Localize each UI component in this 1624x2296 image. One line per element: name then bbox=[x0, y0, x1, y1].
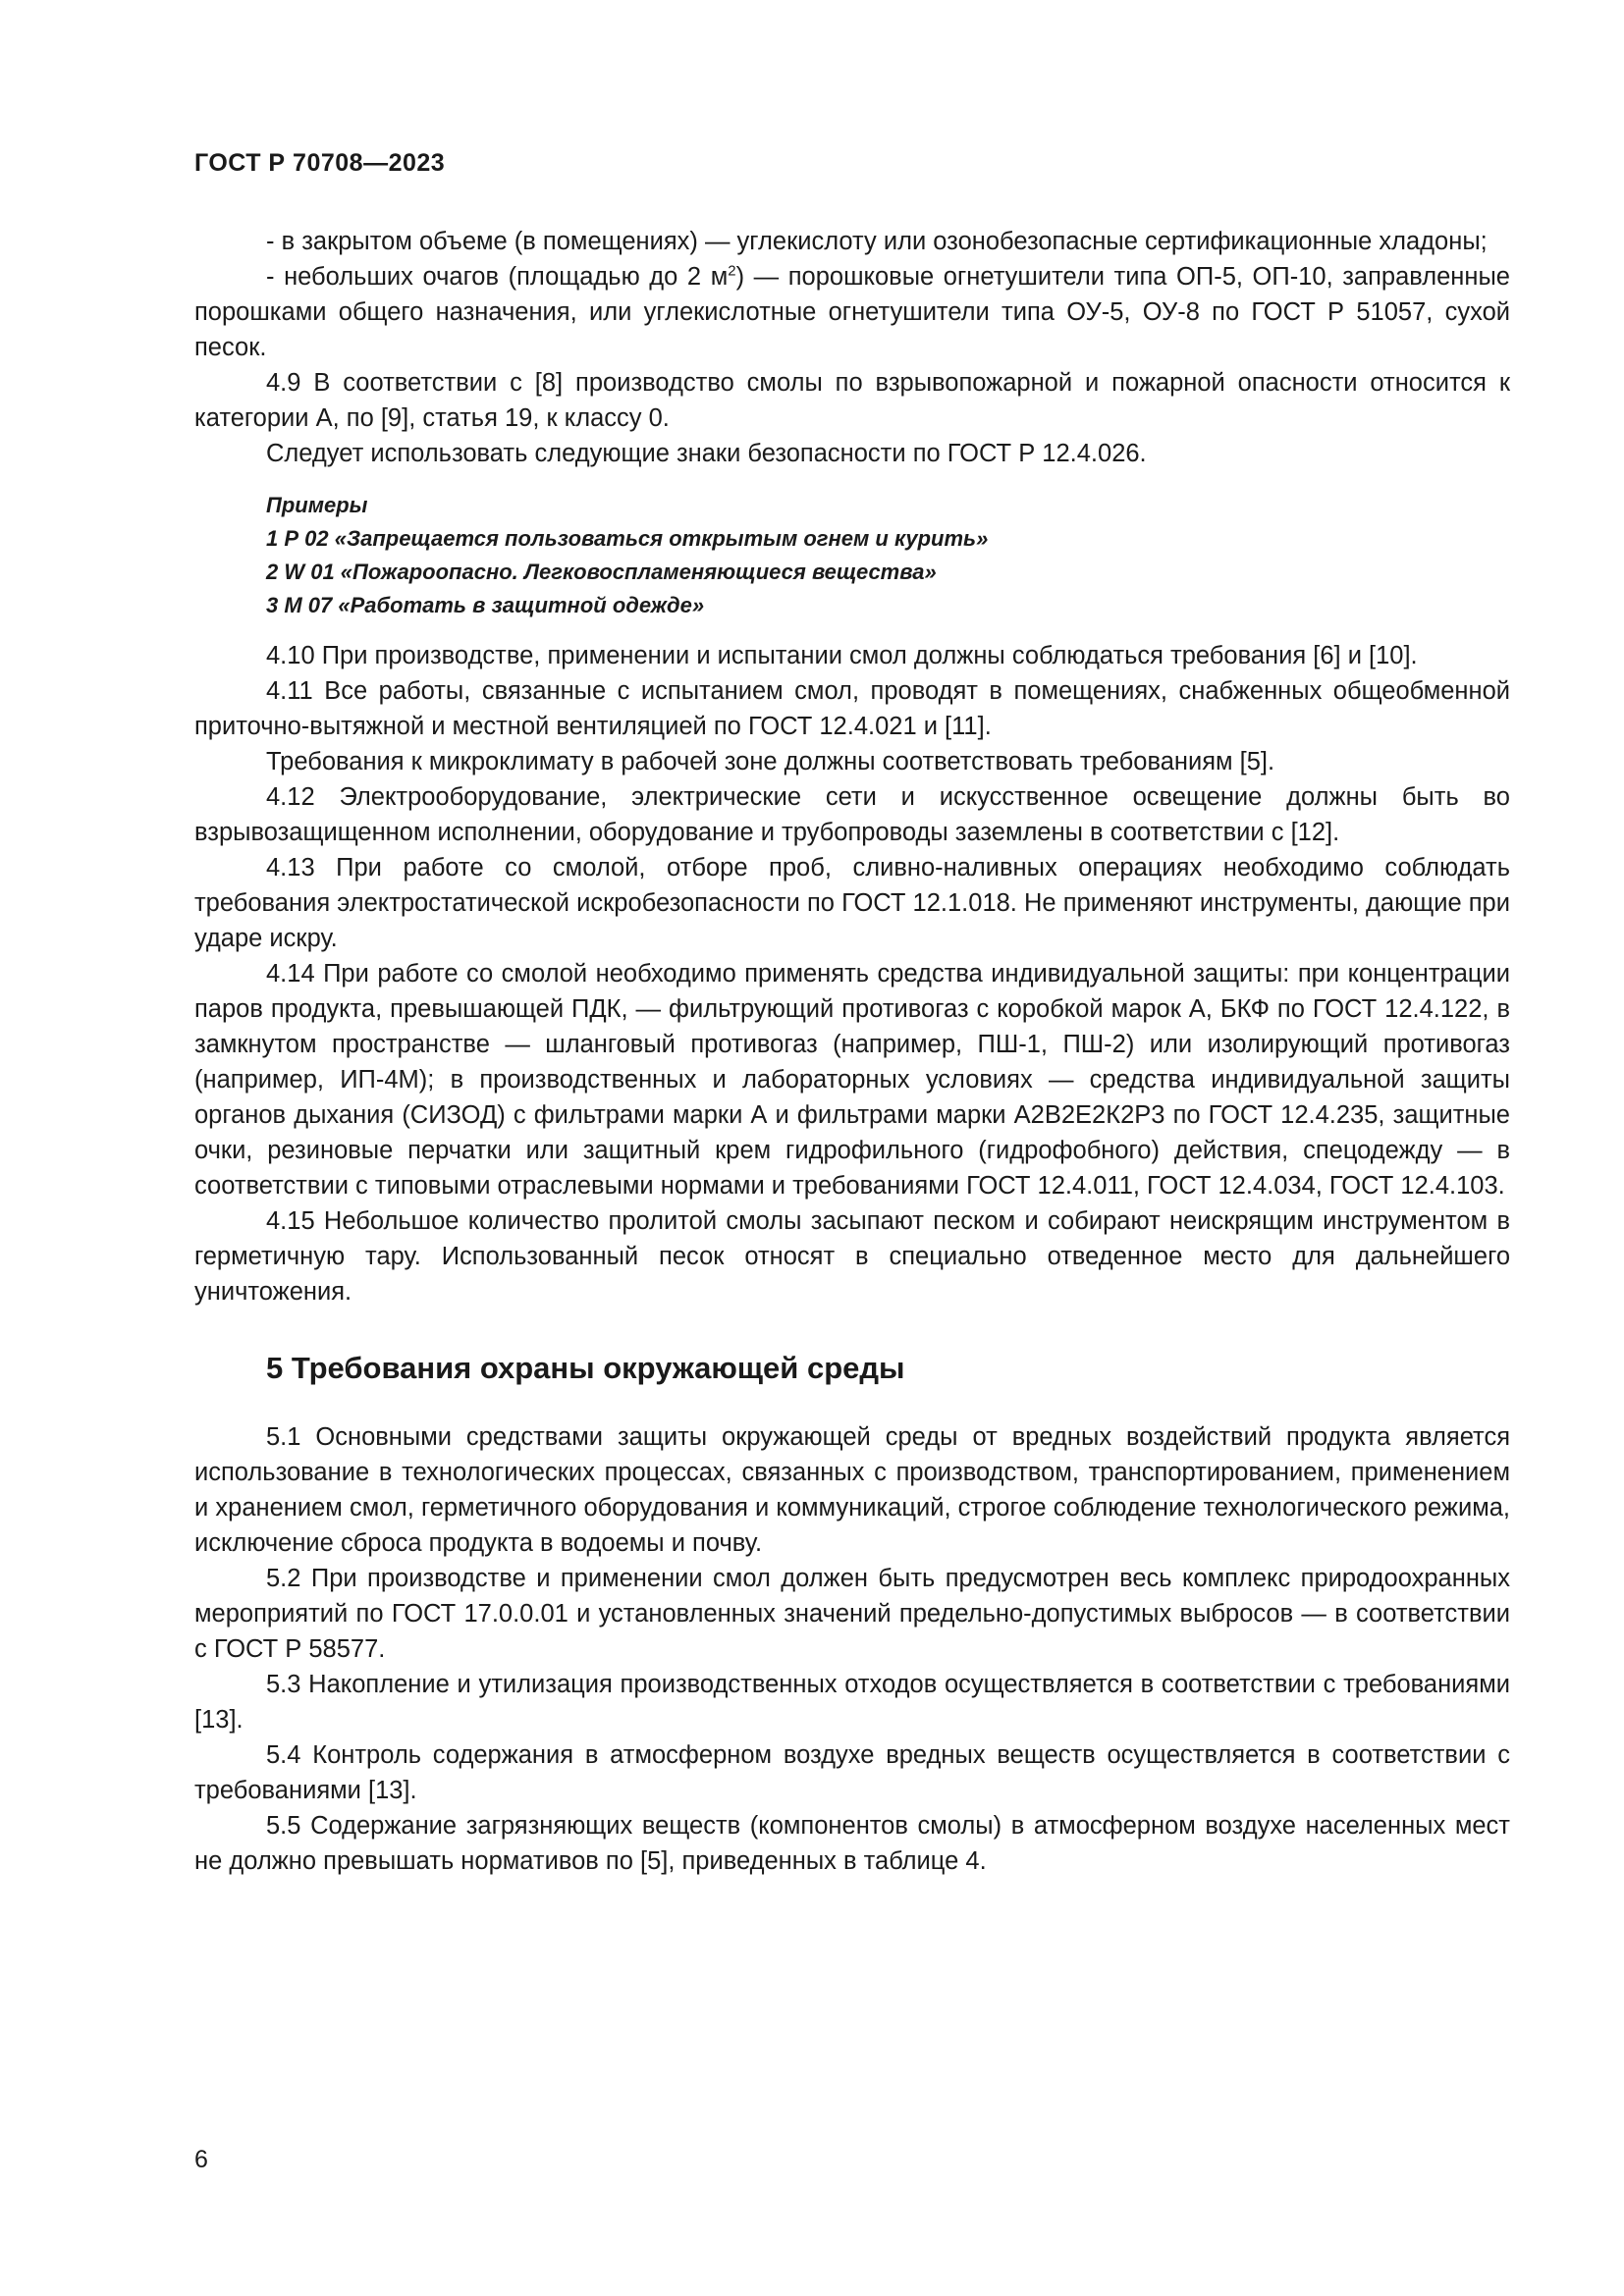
paragraph-part: - небольших очагов (площадью до 2 м bbox=[266, 263, 729, 291]
page-number: 6 bbox=[194, 2146, 208, 2173]
paragraph: 5.5 Содержание загрязняющих веществ (компонентов смолы) в атмосферном воздухе населенных мест не должно превышать нормативов по [5], приведенных в таблице 4. bbox=[194, 1812, 1510, 1875]
paragraph: 4.15 Небольшое количество пролитой смолы засыпают песком и собирают неискрящим инструментом в герметичную тару. Использованный песок относят в специально отведенное место для дальнейшего уничтожения. bbox=[194, 1207, 1510, 1306]
paragraph: - в закрытом объеме (в помещениях) — углекислоту или озонобезопасные сертификационные хладоны; bbox=[266, 228, 1488, 255]
paragraph: 4.14 При работе со смолой необходимо применять средства индивидуальной защиты: при концентрации паров продукта, превышающей ПДК, — фильтрующий противогаз с коробкой марок А, БКФ по ГОСТ 12.4.122, в замкнутом пространстве — шланговый противогаз (например, ПШ-1, ПШ-2) или изолирующий противогаз (например, ИП-4М); в производственных и лабораторных условиях — средства индивидуальной защиты органов дыхания (СИЗОД) с фильтрами марки А и фильтрами марки А2В2Е2К2Р3 по ГОСТ 12.4.235, защитные очки, резиновые перчатки или защитный крем гидрофильного (гидрофобного) действия, спецодежду — в соответствии с типовыми отраслевыми нормами и требованиями ГОСТ 12.4.011, ГОСТ 12.4.034, ГОСТ 12.4.103. bbox=[194, 960, 1510, 1200]
example-item: 1 Р 02 «Запрещается пользоваться открытым огнем и курить» bbox=[266, 526, 989, 551]
paragraph: 4.13 При работе со смолой, отборе проб, сливно-наливных операциях необходимо соблюдать требования электростатической искробезопасности по ГОСТ 12.1.018. Не применяют инструменты, дающие при ударе искру. bbox=[194, 854, 1510, 952]
section-heading-text: 5 Требования охраны окружающей среды bbox=[266, 1351, 905, 1385]
examples-block bbox=[266, 489, 1510, 622]
paragraph bbox=[194, 259, 1510, 365]
example-item: 2 W 01 «Пожароопасно. Легковоспламеняющиеся вещества» bbox=[266, 560, 937, 584]
paragraph: 5.2 При производстве и применении смол должен быть предусмотрен весь комплекс природоохранных мероприятий по ГОСТ 17.0.0.01 и установленных значений предельно-допустимых выбросов — в соответствии с ГОСТ Р 58577. bbox=[194, 1565, 1510, 1663]
paragraph: 5.4 Контроль содержания в атмосферном воздухе вредных веществ осуществляется в соответствии с требованиями [13]. bbox=[194, 1741, 1510, 1804]
paragraph: 4.11 Все работы, связанные с испытанием смол, проводят в помещениях, снабженных общеобменной приточно-вытяжной и местной вентиляцией по ГОСТ 12.4.021 и [11]. bbox=[194, 677, 1510, 740]
examples-title: Примеры bbox=[266, 493, 368, 517]
paragraph: 5.3 Накопление и утилизация производственных отходов осуществляется в соответствии с требованиями [13]. bbox=[194, 1671, 1510, 1734]
paragraph: 4.12 Электрооборудование, электрические сети и искусственное освещение должны быть во взрывозащищенном исполнении, оборудование и трубопроводы заземлены в соответствии с [12]. bbox=[194, 783, 1510, 846]
example-item: 3 М 07 «Работать в защитной одежде» bbox=[266, 593, 705, 617]
paragraph-part: ) — порошковые огнетушители типа ОП-5, ОП-10, заправленные порошками общего назначения, или углекислотные огнетушители типа ОУ-5, ОУ-8 по ГОСТ Р 51057, сухой песок. bbox=[194, 263, 1510, 361]
body-text bbox=[194, 224, 1510, 1879]
document-header: ГОСТ Р 70708—2023 bbox=[194, 149, 446, 177]
superscript: 2 bbox=[728, 262, 736, 280]
section-heading bbox=[266, 1351, 1510, 1386]
paragraph: 4.10 При производстве, применении и испытании смол должны соблюдаться требования [6] и [10]. bbox=[266, 642, 1418, 669]
paragraph: Требования к микроклимату в рабочей зоне должны соответствовать требованиям [5]. bbox=[266, 748, 1275, 775]
paragraph: 4.9 В соответствии с [8] производство смолы по взрывопожарной и пожарной опасности относится к категории А, по [9], статья 19, к классу 0. bbox=[194, 369, 1510, 432]
paragraph: 5.1 Основными средствами защиты окружающей среды от вредных воздействий продукта является использование в технологических процессах, связанных с производством, транспортированием, применением и хранением смол, герметичного оборудования и коммуникаций, строгое соблюдение технологического режима, исключение сброса продукта в водоемы и почву. bbox=[194, 1423, 1510, 1557]
paragraph: Следует использовать следующие знаки безопасности по ГОСТ Р 12.4.026. bbox=[266, 440, 1147, 467]
